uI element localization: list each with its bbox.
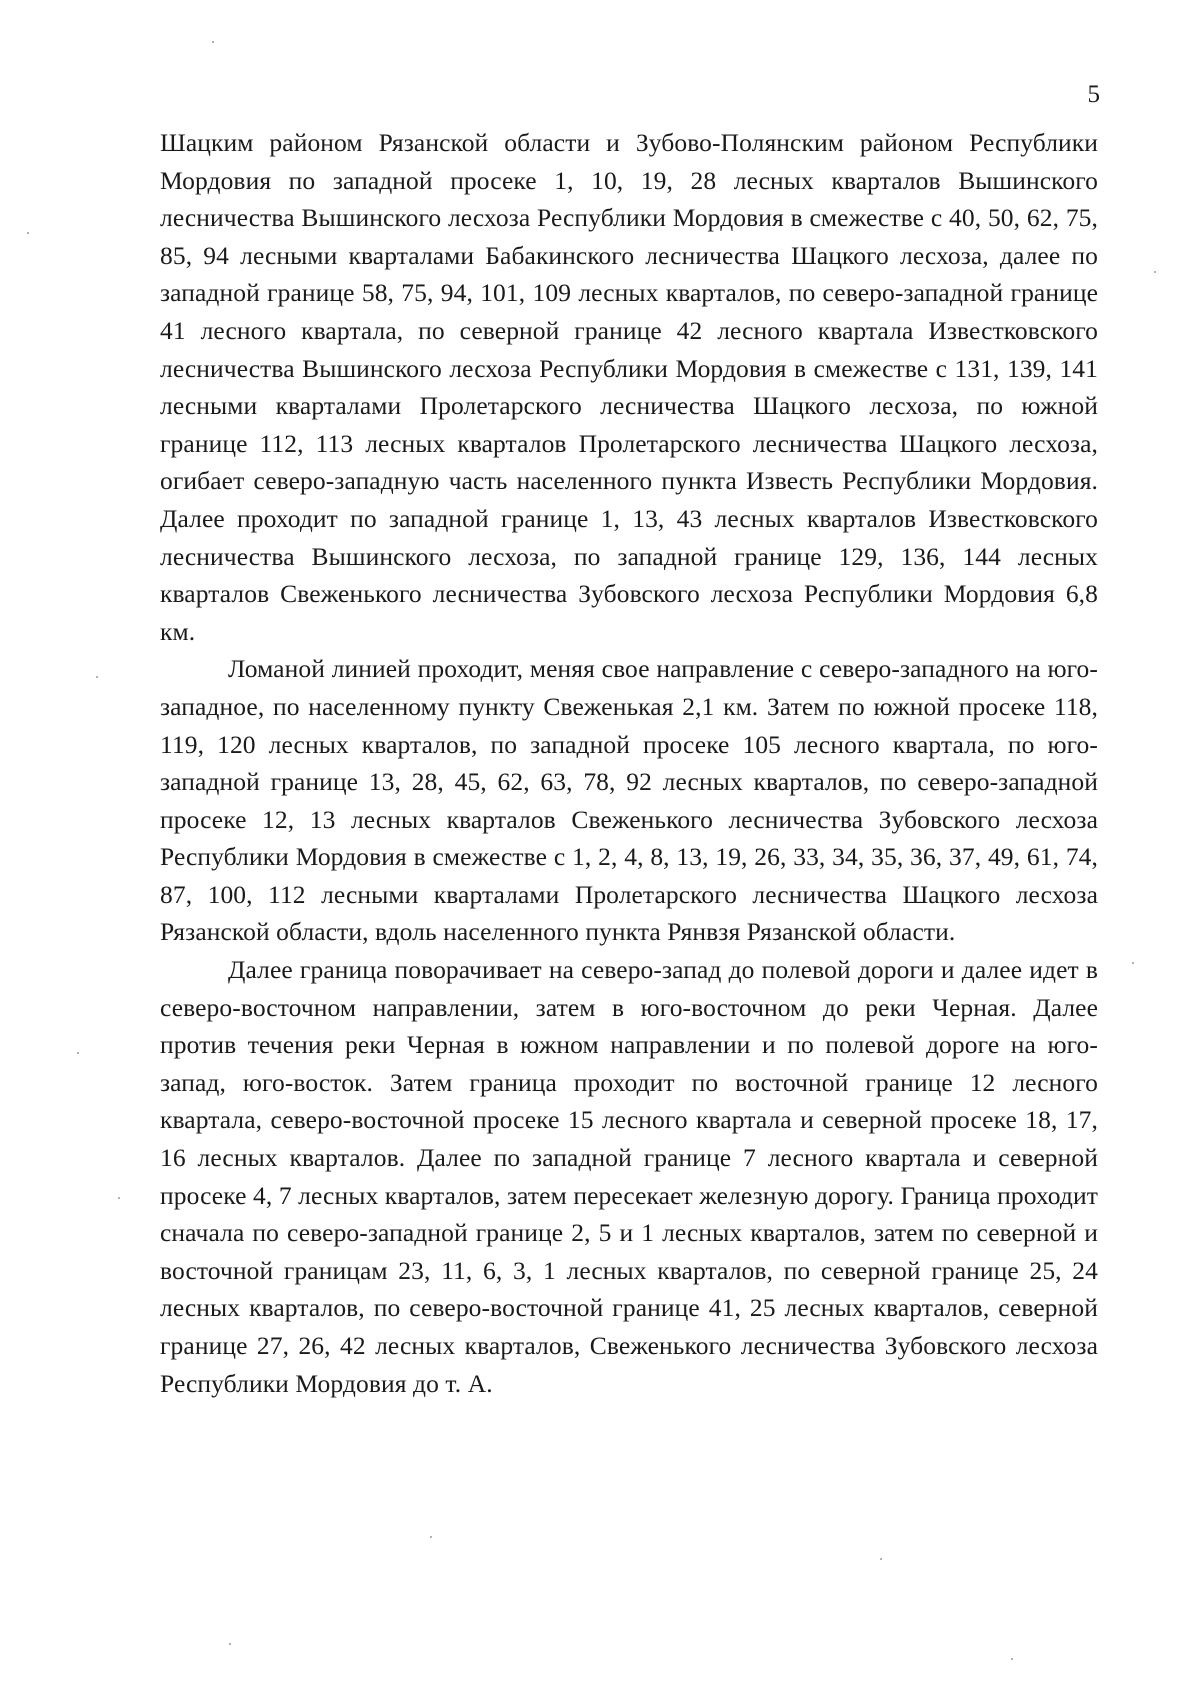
scan-speck	[212, 41, 214, 43]
scan-speck	[27, 232, 29, 234]
document-body	[160, 124, 1098, 1402]
scan-speck	[1154, 271, 1156, 273]
scan-speck	[96, 676, 98, 678]
paragraph-1: Шацким районом Рязанской области и Зубово-Полянским районом Республики Мордовия по западной просеке 1, 10, 19, 28 лесных кварталов Вышинского лесничества Вышинского лесхоза Республики Мордовия в смежестве с 40, 50, 62, 75, 85, 94 лесными кварталами Бабакинского лесничества Шацкого лесхоза, далее по западной границе 58, 75, 94, 101, 109 лесных кварталов, по северо-западной границе 41 лесного квартала, по северной границе 42 лесного квартала Известковского лесничества Вышинского лесхоза Республики Мордовия в смежестве с 131, 139, 141 лесными кварталами Пролетарского лесничества Шацкого лесхоза, по южной границе 112, 113 лесных кварталов Пролетарского лесничества Шацкого лесхоза, огибает северо-западную часть населенного пункта Известь Республики Мордовия. Далее проходит по западной границе 1, 13, 43 лесных кварталов Известковского лесничества Вышинского лесхоза, по западной границе 129, 136, 144 лесных кварталов Свеженького лесничества Зубовского лесхоза Республики Мордовия 6,8 км.	[160, 128, 1098, 646]
scan-speck	[880, 1558, 882, 1560]
scan-speck	[430, 1536, 432, 1538]
paragraph-3: Далее граница поворачивает на северо-запад до полевой дороги и далее идет в северо-восточном направлении, затем в юго-восточном до реки Черная. Далее против течения реки Черная в южном направлении и по полевой дороге на юго-запад, юго-восток. Затем граница проходит по восточной границе 12 лесного квартала, северо-восточной просеке 15 лесного квартала и северной просеке 18, 17, 16 лесных кварталов. Далее по западной границе 7 лесного квартала и северной просеке 4, 7 лесных кварталов, затем пересекает железную дорогу. Граница проходит сначала по северо-западной границе 2, 5 и 1 лесных кварталов, затем по северной и восточной границам 23, 11, 6, 3, 1 лесных кварталов, по северной границе 25, 24 лесных кварталов, по северо-восточной границе 41, 25 лесных кварталов, северной границе 27, 26, 42 лесных кварталов, Свеженького лесничества Зубовского лесхоза Республики Мордовия до т. А.	[160, 955, 1098, 1398]
paragraph-2: Ломаной линией проходит, меняя свое направление с северо-западного на юго-западное, по населенному пункту Свеженькая 2,1 км. Затем по южной просеке 118, 119, 120 лесных кварталов, по западной просеке 105 лесного квартала, по юго-западной границе 13, 28, 45, 62, 63, 78, 92 лесных кварталов, по северо-западной просеке 12, 13 лесных кварталов Свеженького лесничества Зубовского лесхоза Республики Мордовия в смежестве с 1, 2, 4, 8, 13, 19, 26, 33, 34, 35, 36, 37, 49, 61, 74, 87, 100, 112 лесными кварталами Пролетарского лесничества Шацкого лесхоза Рязанской области, вдоль населенного пункта Рянвзя Рязанской области.	[160, 654, 1098, 947]
scan-speck	[1132, 962, 1134, 964]
page-number: 5	[1087, 81, 1100, 108]
scan-speck	[77, 1052, 79, 1054]
scan-speck	[229, 1643, 231, 1645]
scan-speck	[118, 1197, 120, 1199]
scan-speck	[1011, 1658, 1013, 1660]
